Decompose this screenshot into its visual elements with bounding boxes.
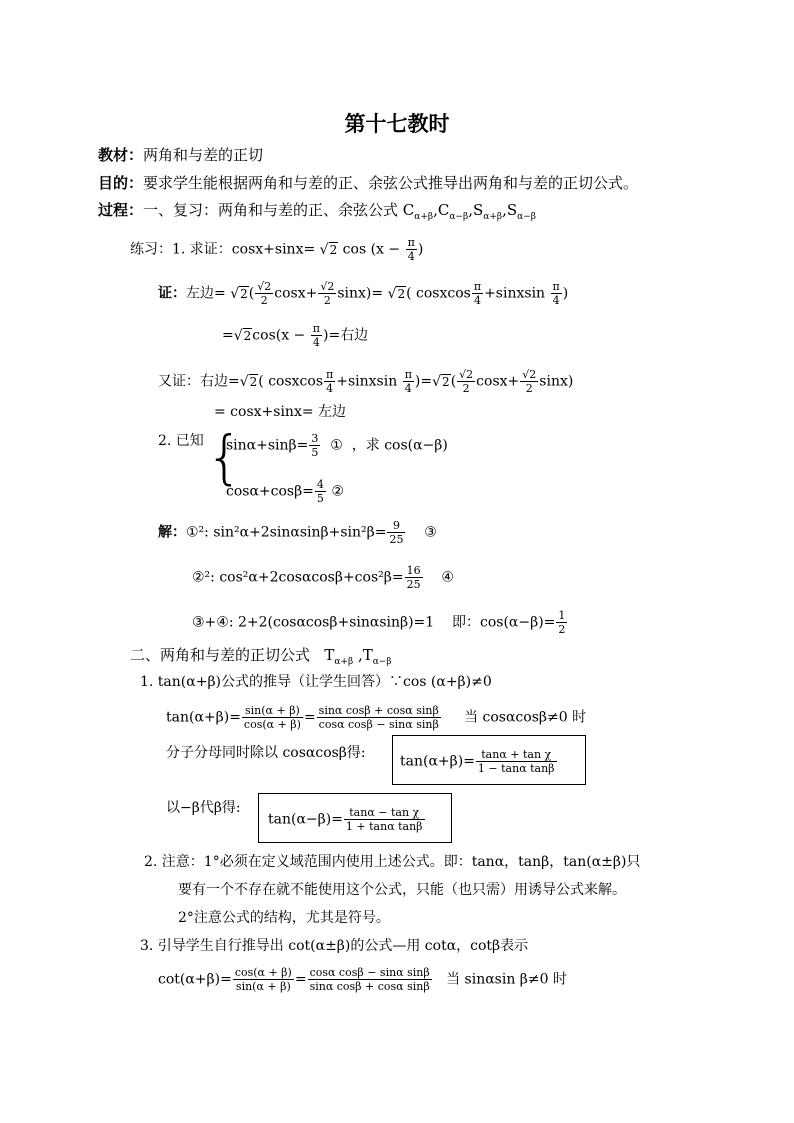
material-label: 教材： — [98, 146, 144, 164]
cosx-plus: cosx+ — [274, 285, 318, 302]
rparen: ) — [562, 285, 569, 302]
c-minus: C — [437, 201, 450, 219]
section2-heading — [130, 646, 392, 671]
solution-line-2 — [192, 564, 454, 591]
exercise2-eq2 — [226, 478, 344, 505]
goal-label: 目的： — [98, 174, 144, 192]
alt-proof-line — [158, 368, 573, 395]
frac-pi-4: $\frac{\pi}{4}$ — [404, 368, 412, 395]
process-line: 过程：一、复习：两角和与差的正、余弦公式 $C_{\alpha+\beta},C_{\alpha-\beta},S_{\alpha+\beta},S_{\alpha-\beta}$ — [98, 201, 536, 222]
sqrt-2: √2 — [319, 241, 338, 258]
tan-sum-formula — [400, 748, 558, 775]
lparen: ( — [248, 285, 255, 302]
note-line-2: 要有一个不存在就不能使用这个公式，只能（也只需）用诱导公式来解。 — [178, 882, 626, 898]
eq2-left: cosα+cosβ= — [226, 483, 314, 500]
tan-eq: tan(α+β)= — [166, 709, 241, 726]
s-plus: S — [472, 201, 484, 219]
goal-line — [98, 174, 638, 192]
item3-line: 3. 引导学生自行推导出 cot(α±β)的公式—用 cotα，cotβ表示 — [140, 938, 529, 954]
sinx-end: sinx) — [539, 373, 574, 390]
solution-l1: ①²: sin²α+2sinαsinβ+sin²β= — [186, 524, 387, 541]
frac-sqrt2-2: $\frac{√2}{2}$ — [522, 368, 537, 395]
proof-label: 证： — [158, 285, 186, 302]
eq: = — [303, 709, 316, 726]
s-minus: S — [506, 201, 518, 219]
frac-sqrt2-2: $\frac{√2}{2}$ — [459, 368, 474, 395]
frac-sqrt2-2: $\frac{√2}{2}$ — [257, 280, 272, 307]
eq-prefix: = — [222, 327, 234, 344]
frac-tan-sum: $\frac{\text{tanα + tan χ}}{\text{1 − tanα tanβ}}$ — [477, 748, 555, 775]
exercise2-ask: ，求 cos(α−β) — [351, 437, 448, 454]
frac-cos-sin: $\frac{\cos(\alpha + \beta)}{\sin(\alpha + \beta)}$ — [234, 966, 292, 993]
sub-4: α−β — [517, 212, 536, 222]
exercise1-line — [130, 236, 423, 263]
alt-proof-result: = cosx+sinx= 左边 — [214, 404, 347, 420]
frac-pi-4: $\frac{\pi}{4}$ — [473, 280, 482, 307]
solution-line-1 — [158, 519, 437, 546]
frac-pi-4: $\frac{\pi}{4}$ — [552, 280, 560, 307]
eq: = — [294, 971, 307, 988]
frac-pi-4: $\frac{\pi}{4}$ — [312, 322, 320, 349]
cosxcos: ( cosxcos — [406, 285, 471, 302]
page-title: 第十七教时 — [344, 111, 450, 136]
cos-x-minus: cos(x − — [252, 327, 310, 344]
sub-3: α+β — [483, 212, 503, 222]
frac-sin-cos: $\frac{\sin(\alpha + \beta)}{\cos(\alpha + \beta)}$ — [243, 704, 301, 731]
t-sub-plus: α+β — [334, 657, 354, 667]
sinx-eq: sinx)= — [337, 285, 388, 302]
replace-line: 以−β代β得: — [166, 800, 241, 816]
sub-1: α+β — [414, 212, 434, 222]
frac-pi-4: $\frac{\pi}{4}$ — [326, 368, 334, 395]
lparen: ( — [450, 373, 457, 390]
mark-2: ② — [331, 483, 344, 500]
material-text: 两角和与差的正切 — [143, 146, 264, 164]
solution-l2: ②²: cos²α+2cosαcosβ+cos²β= — [192, 569, 404, 586]
item1-line: 1. tan(α+β)公式的推导（让学生回答）∵cos (α+β)≠0 — [140, 674, 492, 690]
solution-result: 即：cos(α−β)= — [452, 614, 556, 631]
exercise2-eq1 — [226, 432, 448, 459]
left-side: 左边= — [186, 285, 231, 302]
condition-1: 当 cosαcosβ≠0 时 — [464, 709, 587, 726]
condition-2: 当 sinαsin β≠0 时 — [446, 971, 567, 988]
frac-9-25: $\frac{9}{25}$ — [389, 519, 404, 546]
plus-sinxsin: +sinxsin — [484, 285, 546, 302]
cot-eq: cot(α+β)= — [158, 971, 232, 988]
exercise1-intro: 练习：1. 求证：cosx+sinx= — [130, 241, 320, 258]
cot-derivation — [158, 966, 567, 993]
frac-4-5: $\frac{4}{5}$ — [316, 478, 324, 505]
sub-2: α−β — [449, 212, 469, 222]
process-text: 一、复习：两角和与差的正、余弦公式 C — [143, 201, 415, 219]
solution-l3: ③+④: 2+2(cosαcosβ+sinαsinβ)=1 — [192, 614, 435, 631]
exercise1-cos: cos (x − — [342, 241, 405, 258]
tan-diff-formula — [268, 806, 426, 833]
divide-line: 分子分母同时除以 cosαcosβ得: — [166, 745, 366, 761]
goal-text: 要求学生能根据两角和与差的正、余弦公式推导出两角和与差的正切公式。 — [143, 174, 639, 192]
box2-left: tan(α−β)= — [268, 811, 343, 828]
frac-tan-diff: $\frac{\text{tanα − tan χ}}{\text{1 + tanα tanβ}}$ — [345, 806, 423, 833]
process-label: 过程： — [98, 201, 144, 219]
alt-mid: )= — [414, 373, 433, 390]
exercise2-intro: 2. 已知 — [158, 433, 204, 449]
material-line — [98, 146, 263, 164]
note-line-1: 2. 注意：1°必须在定义域范围内使用上述公式。即：tanα，tanβ，tan(α±β)只 — [144, 854, 641, 870]
sqrt-2: √2 — [432, 373, 450, 390]
t-sub-minus: α−β — [372, 657, 392, 667]
mark-3: ③ — [424, 524, 437, 541]
note-line-3: 2°注意公式的结构，尤其是符号。 — [178, 910, 390, 926]
solution-label: 解： — [158, 524, 186, 541]
system-brace: { — [206, 423, 243, 491]
sqrt-2: √2 — [239, 373, 258, 390]
eq-right: )=右边 — [322, 327, 369, 344]
t-sep: ,T — [353, 646, 373, 664]
frac-expanded: $\frac{\text{sinα cosβ + cosα sinβ}}{\text{cosα cosβ − sinα sinβ}}$ — [318, 704, 439, 731]
box1-left: tan(α+β)= — [400, 753, 475, 770]
mark-1: ① — [330, 437, 343, 454]
rparen: ) — [417, 241, 424, 258]
eq1-left: sinα+sinβ= — [226, 437, 309, 454]
section2-heading-text: 二、两角和与差的正切公式 — [130, 646, 311, 664]
frac-cot-expanded: $\frac{\text{cosα cosβ − sinα sinβ}}{\text{sinα cosβ + cosα sinβ}}$ — [309, 966, 430, 993]
t-symbol: T — [324, 646, 335, 664]
plus-sinxsin: +sinxsin — [336, 373, 398, 390]
proof-line — [158, 280, 568, 307]
sqrt-2: √2 — [230, 285, 248, 302]
frac-pi-4: $\frac{\pi}{4}$ — [407, 236, 415, 263]
mark-4: ④ — [441, 569, 454, 586]
frac-3-5: $\frac{3}{5}$ — [311, 432, 319, 459]
frac-1-2: $\frac{1}{2}$ — [558, 609, 566, 636]
alt-label: 又证：右边= — [158, 373, 240, 390]
cosxcos: ( cosxcos — [258, 373, 324, 390]
frac-sqrt2-2: $\frac{√2}{2}$ — [320, 280, 335, 307]
solution-line-3 — [192, 609, 568, 636]
tan-derivation — [166, 704, 586, 731]
sqrt-2: √2 — [387, 285, 406, 302]
sqrt-2: √2 — [233, 327, 252, 344]
frac-16-25: $\frac{16}{25}$ — [406, 564, 421, 591]
cosx-plus: cosx+ — [476, 373, 520, 390]
proof-result-line — [222, 322, 368, 349]
